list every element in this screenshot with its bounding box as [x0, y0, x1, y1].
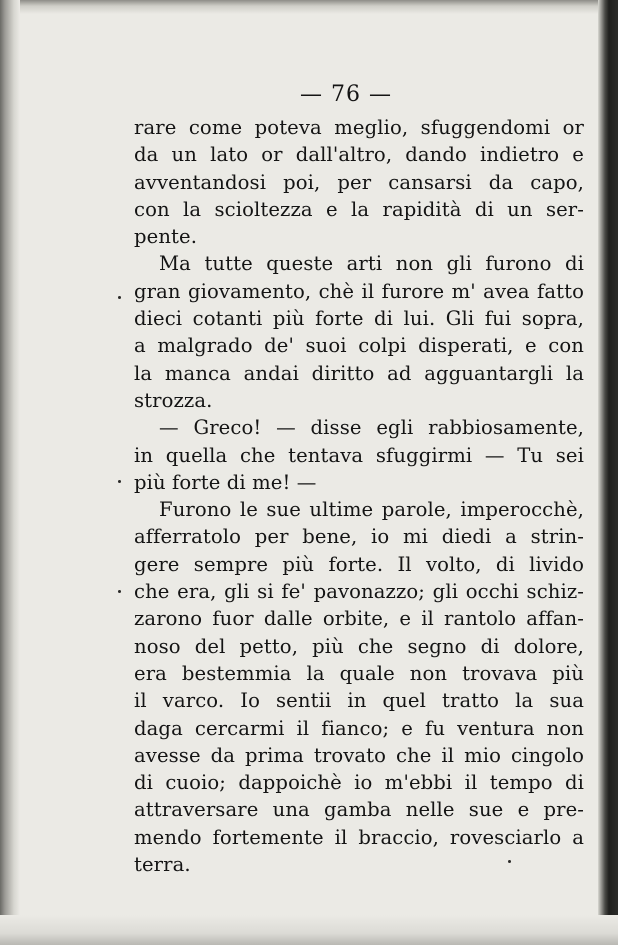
text-line: con la scioltezza e la rapidità di un ser- [134, 197, 584, 221]
text-line: di cuoio; dappoichè io m'ebbi il tempo di [134, 771, 584, 795]
text-line: attraversare una gamba nelle sue e pre- [134, 798, 584, 822]
text-line: noso del petto, più che segno di dolore, [134, 634, 584, 658]
text-line: rare come poteva meglio, sfuggendomi or [134, 116, 584, 139]
text-line: strozza. [134, 388, 213, 412]
text-line: mendo fortemente il braccio, rovesciarlo a [134, 825, 584, 849]
text-line: era bestemmia la quale non trovava più [134, 661, 584, 685]
text-line: daga cercarmi il fianco; e fu ventura non [134, 716, 584, 740]
text-line: in quella che tentava sfuggirmi — Tu sei [134, 443, 584, 467]
text-line: afferratolo per bene, io mi diedi a strin- [134, 525, 584, 549]
text-line: avventandosi poi, per cansarsi da capo, [134, 170, 584, 194]
text-line: Furono le sue ultime parole, imperocchè, [159, 498, 584, 522]
ink-speck [118, 480, 121, 483]
text-line: da un lato or dall'altro, dando indietro e [134, 143, 584, 167]
text-line: dieci cotanti più forte di lui. Gli fui sopra, [134, 307, 584, 331]
text-line: Ma tutte queste arti non gli furono di [159, 252, 584, 276]
page-top-edge [0, 0, 618, 14]
text-line: che era, gli si fe' pavonazzo; gli occhi schiz- [134, 580, 584, 604]
text-line: pente. [134, 225, 198, 249]
text-line: la manca andai diritto ad agguantargli la [134, 361, 584, 385]
page-bottom-edge [0, 915, 618, 945]
ink-speck [118, 590, 121, 593]
text-line: avesse da prima trovato che il mio cingolo [134, 743, 584, 767]
body-text [134, 114, 584, 878]
text-line: terra. [134, 853, 191, 877]
text-line: zarono fuor dalle orbite, e il rantolo affan- [134, 607, 584, 631]
page-number: — 76 — [300, 82, 392, 107]
text-line: gran giovamento, chè il furore m' avea fatto [134, 279, 584, 303]
page-right-edge [598, 0, 618, 945]
text-line: più forte di me! — [134, 470, 317, 494]
text-line: gere sempre più forte. Il volto, di livido [134, 552, 584, 576]
text-line: il varco. Io sentii in quel tratto la sua [134, 689, 584, 713]
text-line: a malgrado de' suoi colpi disperati, e con [134, 334, 584, 358]
page-left-edge [0, 0, 20, 945]
ink-speck [118, 296, 121, 299]
text-line: — Greco! — disse egli rabbiosamente, [159, 416, 584, 440]
